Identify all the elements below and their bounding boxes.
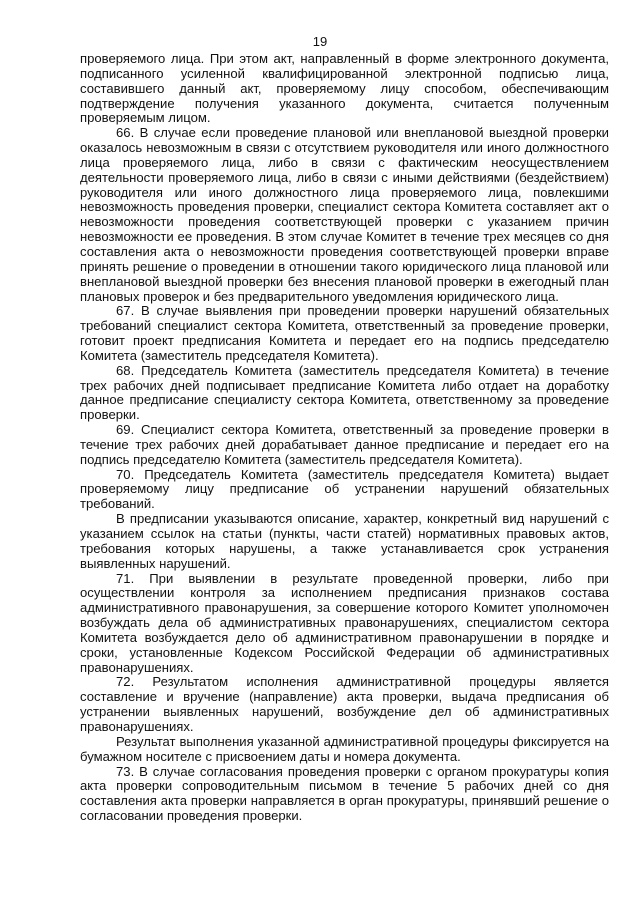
paragraph-69: 69. Специалист сектора Комитета, ответственный за проведение проверки в течение трех рабочих дней дорабатывает данное предписание и передает его на подпись председателю Комитета (заместитель председателя Комитета).: [80, 422, 609, 467]
paragraph-72-result: Результат выполнения указанной административной процедуры фиксируется на бумажном носителе с присвоением даты и номера документа.: [80, 733, 609, 764]
paragraph-66: 66. В случае если проведение плановой или внеплановой выездной проверки оказалось невозможным в связи с отсутствием руководителя или иного должностного лица проверяемого лица, либо в связи с фактическим неосуществлением деятельности проверяемого лица, либо в связи с иными действиями (бездействием) руководителя или иного должностного лица проверяемого лица, повлекшими невозможность проведения проверки, специалист сектора Комитета составляет акт о невозможности проведения соответствующей проверки с указанием причин невозможности ее проведения. В этом случае Комитет в течение трех месяцев со дня составления акта о невозможности проведения соответствующей проверки вправе принять решение о проведении в отношении такого юридического лица плановой или внеплановой выездной проверки без внесения плановой проверки в ежегодный план плановых проверок и без предварительного уведомления юридического лица.: [80, 125, 609, 304]
document-body: [80, 52, 609, 824]
paragraph-continuation: проверяемого лица. При этом акт, направленный в форме электронного документа, подписанного усиленной квалифицированной электронной подписью лица, составившего данный акт, проверяемому лицу способом, обеспечивающим подтверждение получения указанного документа, считается полученным проверяемым лицом.: [80, 51, 609, 126]
paragraph-70-details: В предписании указываются описание, характер, конкретный вид нарушений с указанием ссылок на статьи (пункты, части статей) нормативных правовых актов, требования которых нарушены, а также устанавливается срок устранения выявленных нарушений.: [80, 511, 609, 571]
paragraph-67: 67. В случае выявления при проведении проверки нарушений обязательных требований специалист сектора Комитета, ответственный за проведение проверки, готовит проект предписания Комитета и передает его на подпись председателю Комитета (заместитель председателя Комитета).: [80, 303, 609, 363]
paragraph-70: 70. Председатель Комитета (заместитель председателя Комитета) выдает проверяемому лицу предписание об устранении нарушений обязательных требований.: [80, 466, 609, 512]
paragraph-71: 71. При выявлении в результате проведенной проверки, либо при осуществлении контроля за исполнением предписания признаков состава административного правонарушения, за совершение которого Комитет уполномочен возбуждать дела об административных правонарушениях, специалистом сектора Комитета возбуждается дело об административном правонарушении в порядке и сроки, установленные Кодексом Российской Федерации об административных правонарушениях.: [80, 570, 609, 675]
paragraph-73: 73. В случае согласования проведения проверки с органом прокуратуры копия акта проверки сопроводительным письмом в течение 5 рабочих дней со дня составления акта проверки направляется в орган прокуратуры, принявший решение о согласовании проведения проверки.: [80, 763, 609, 824]
page-number: 19: [312, 34, 328, 49]
paragraph-72: 72. Результатом исполнения административной процедуры является составление и вручение (направление) акта проверки, выдача предписания об устранении выявленных нарушений, возбуждение дел об административных правонарушениях.: [80, 674, 609, 734]
paragraph-68: 68. Председатель Комитета (заместитель председателя Комитета) в течение трех рабочих дней подписывает предписание Комитета либо отдает на доработку данное предписание специалисту сектора Комитета, ответственному за проведение проверки.: [80, 362, 609, 423]
